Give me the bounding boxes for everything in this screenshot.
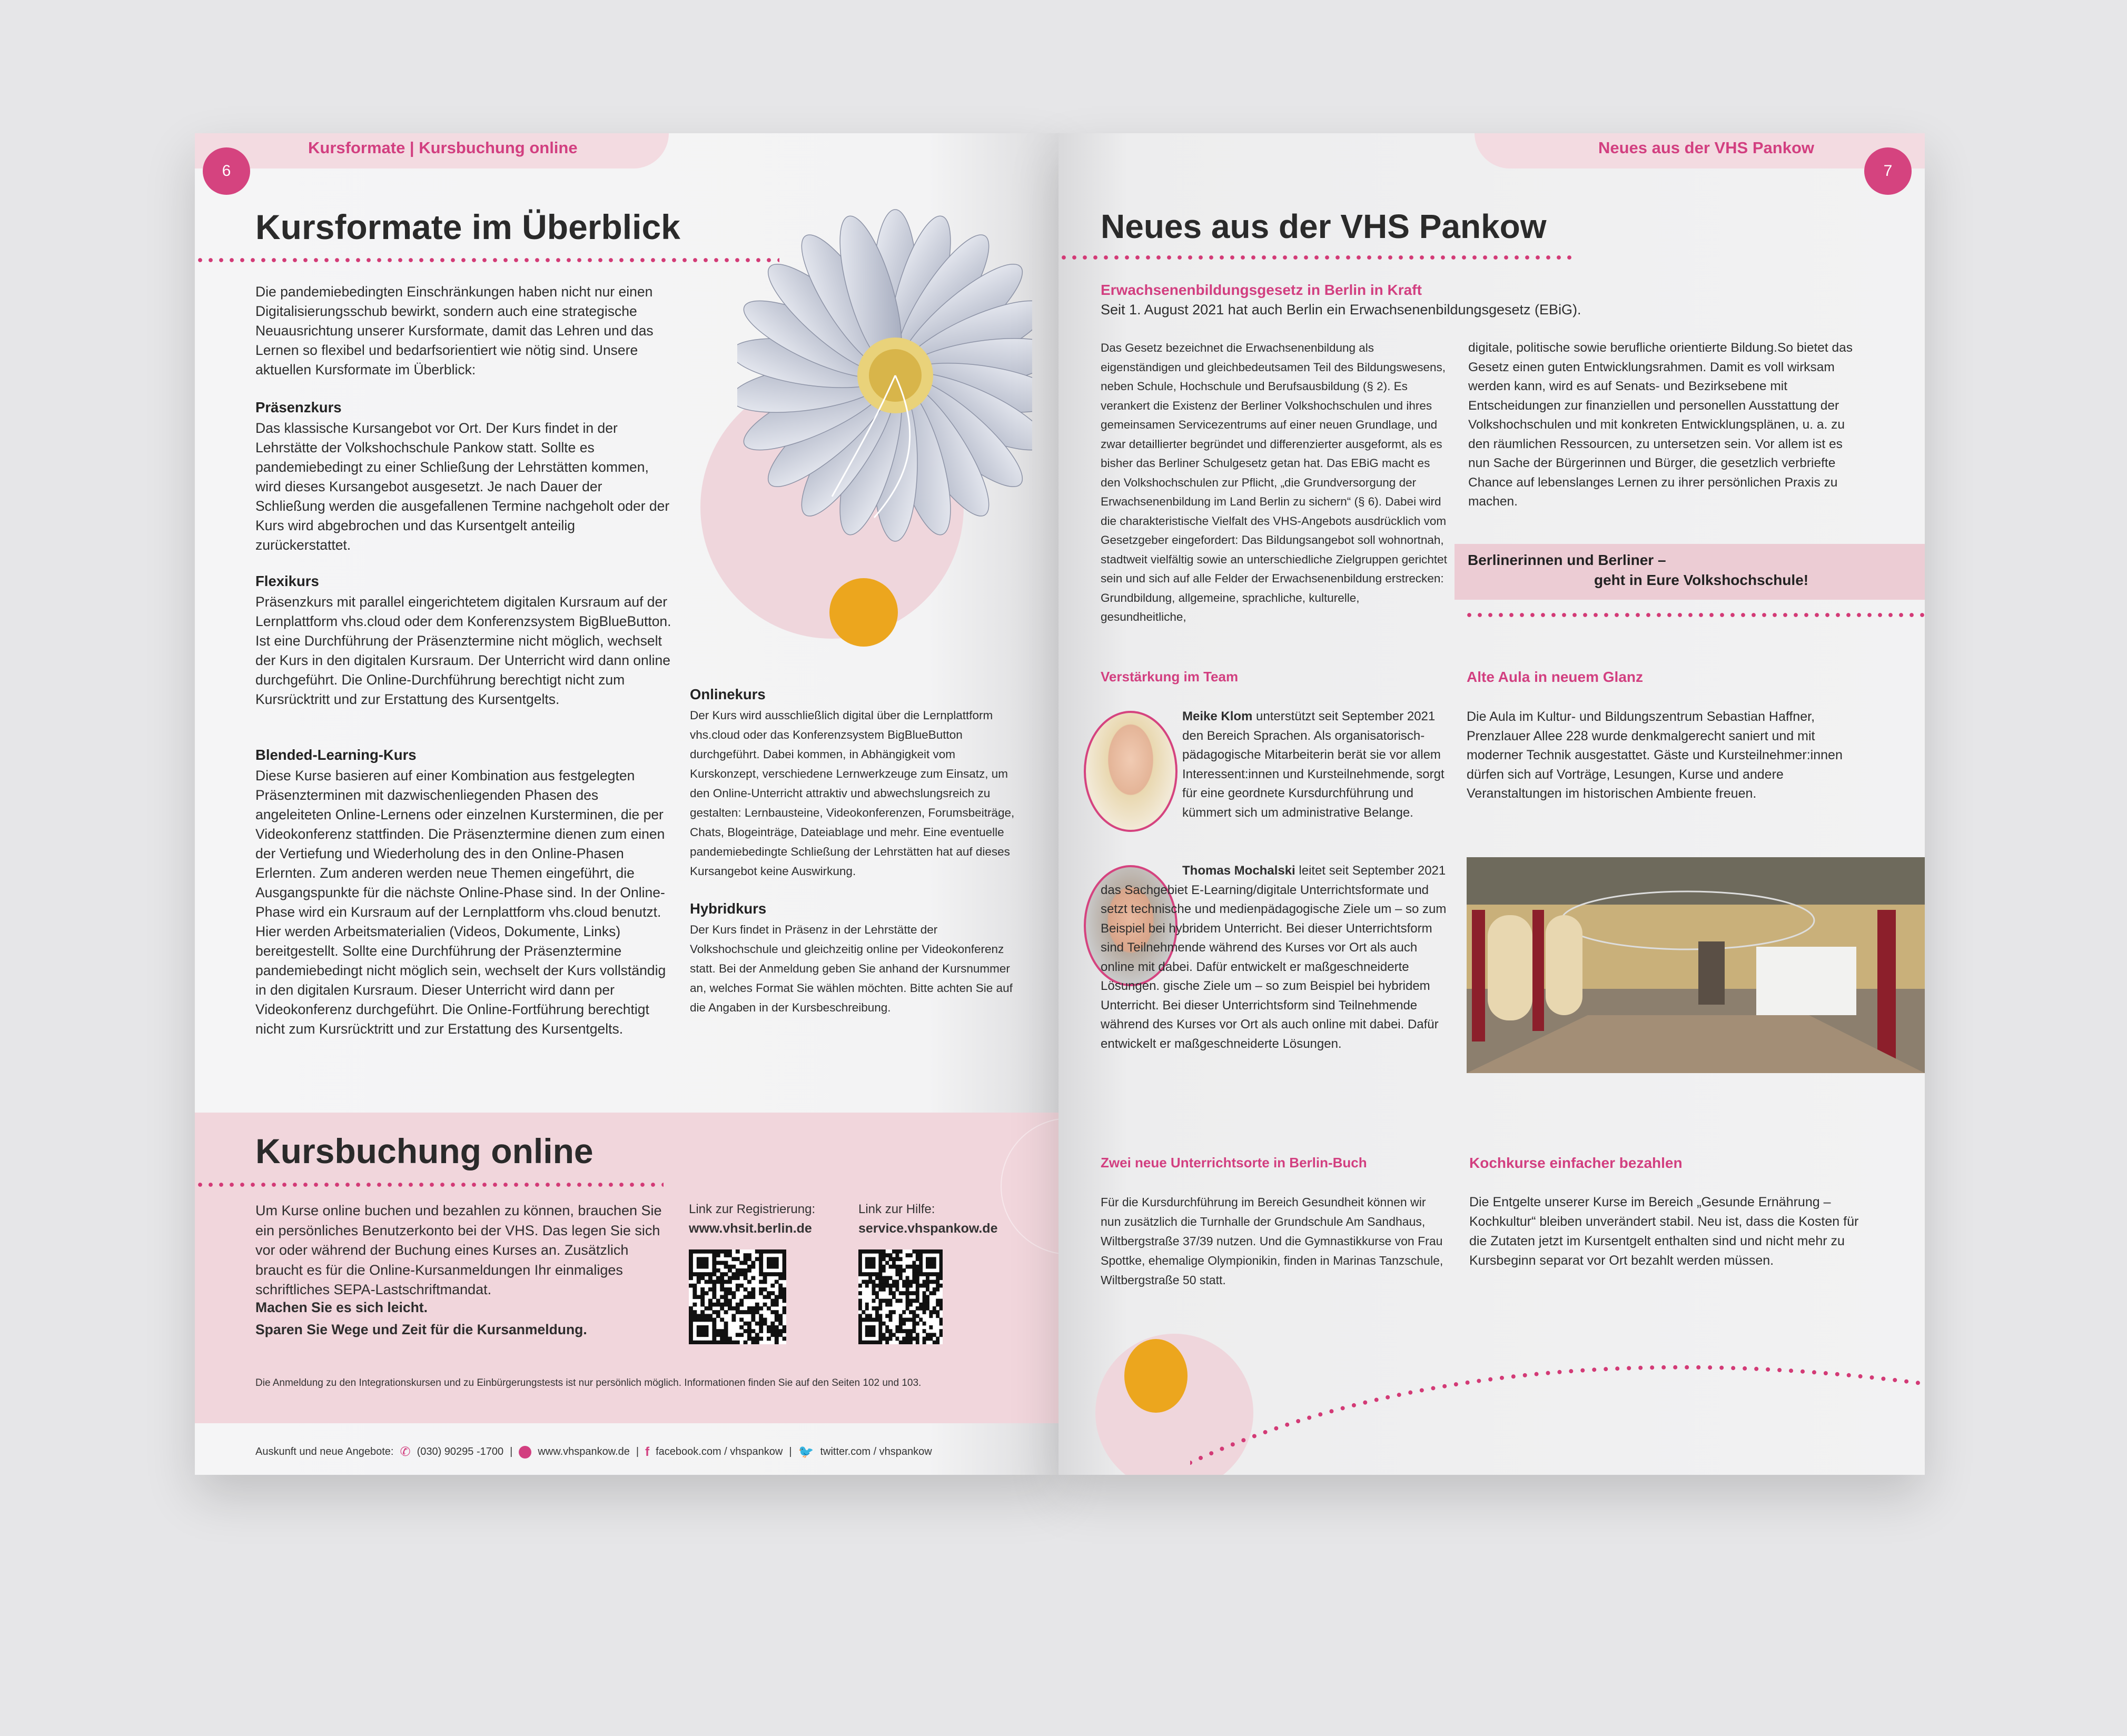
format-heading: Flexikurs <box>255 573 319 589</box>
aula-text: Die Aula im Kultur- und Bildungszentrum Sebastian Haffner, Prenzlauer Allee 228 wurde denkmalgerecht saniert und mit moderner Technik ausgestattet. Gäste und Kursteilnehmer:innen dürfen sich auf Vorträge, Lesungen, Kurse und andere Veranstaltungen im historischen Ambiente freuen. <box>1467 709 1843 801</box>
dotted-divider <box>195 258 779 262</box>
koch-text: Die Entgelte unserer Kurse im Bereich „Gesunde Ernährung – Kochkultur“ bleiben unverändert stabil. Neu ist, dass die Kosten für die Zutaten jetzt im Kursentgelt enthalten sind und nicht mehr zu Kursbeginn separat vor Ort bezahlt werden müssen. <box>1469 1195 1859 1268</box>
person-name: Meike Klom <box>1182 709 1253 723</box>
twitter-icon: 🐦 <box>798 1445 814 1459</box>
page-title-right: Neues aus der VHS Pankow <box>1101 207 1547 245</box>
footer-phone[interactable]: (030) 90295 -1700 <box>417 1446 504 1457</box>
web-icon <box>519 1446 531 1459</box>
dotted-divider <box>1464 613 1925 617</box>
avatar-meike-klom <box>1084 711 1178 832</box>
booking-section <box>195 1113 1058 1423</box>
dotted-divider <box>195 1183 664 1187</box>
format-heading: Hybridkurs <box>690 900 767 917</box>
separator: | <box>510 1446 513 1457</box>
person-bio: unterstützt seit September 2021 den Bereich Sprachen. Als organisatorisch-pädagogische Mitarbeiterin berät sie vor allem Interessent:innen und Kursteilnehmende, sorgt für eine geordnete Kursdurchführung und kümmert sich um administrative Belange. <box>1182 709 1445 820</box>
dotted-curve-decor <box>1190 1344 1925 1465</box>
footer-contact <box>255 1444 932 1460</box>
registration-qr-code[interactable] <box>689 1249 786 1344</box>
dotted-divider <box>1058 255 1575 260</box>
booking-bold-line: Sparen Sie Wege und Zeit für die Kursanmeldung. <box>255 1322 587 1337</box>
buch-heading: Zwei neue Unterrichtsorte in Berlin-Buch <box>1101 1155 1367 1170</box>
aula-heading: Alte Aula in neuem Glanz <box>1467 669 1644 685</box>
page-title-left: Kursformate im Überblick <box>255 207 680 246</box>
format-heading: Blended-Learning-Kurs <box>255 747 417 763</box>
format-text: Der Kurs wird ausschließlich digital über die Lernplattform vhs.cloud oder das Konferenzsystem BigBlueButton durchgeführt. Dabei kommen, in Abhängigkeit vom Kurskonzept, verschiedene Lernwerkzeuge zum Einsatz, um den Online-Unterricht attraktiv und abwechslungsreich zu gestalten: Lernbausteine, Videokonferenzen, Forumsbeiträge, Chats, Blogeinträge, Dateiablage und mehr. Eine eventuelle pandemiebedingte Schließung der Lehrstätten hat auf dieses Kursangebot keine Auswirkung. <box>690 709 1015 878</box>
buch-text: Für die Kursdurchführung im Bereich Gesundheit können wir nun zusätzlich die Turnhalle der Grundschule Am Sandhaus, Wiltbergstraße 37/39 nutzen. Und die Gymnastikkurse von Frau Spottke, ehemalige Olympionikin, finden in Marinas Tanzschule, Wiltbergstraße 50 statt. <box>1101 1195 1443 1287</box>
format-text: Diese Kurse basieren auf einer Kombination aus festgelegten Präsenzterminen mit dazwischenliegenden Phasen des angeleiteten Online-Lernens oder einzelnen Kursterminen, die per Videokonferenz stattfinden. Die Präsenztermine dienen zum einen der Vertiefung und Wiederholung des in den Online-Phasen Erlernten. Zum anderen werden neue Themen eingeführt, die Ausgangspunkte für die nächste Online-Phase sind. In der Online-Phase wird ein Kursraum auf der Lernplattform vhs.cloud benutzt. Hier werden Arbeitsmaterialien (Videos, Dokumente, Links) bereitgestellt. Sollte eine Durchführung der Präsenztermine pandemiebedingt nicht möglich sein, wechselt der Kurs vollständig in den digitalen Kursraum. Dieser Unterricht wird dann per Videokonferenz durchgeführt. Die Online-Fortführung berechtigt nicht zum Kursrücktritt und zur Erstattung des Kursentgelts. <box>255 768 666 1037</box>
team-text-1 <box>1182 707 1446 822</box>
registration-link[interactable]: www.vhsit.berlin.de <box>689 1221 812 1236</box>
koch-heading: Kochkurse einfacher bezahlen <box>1469 1155 1683 1171</box>
intro-text: Die pandemiebedingten Einschränkungen haben nicht nur einen Digitalisierungsschub bewirkt, sondern auch eine strategische Neuausrichtung unserer Kursformate, damit das Lehren und das Lernen so flexibel und bedarfsorientiert wie nötig sind. Unsere aktuellen Kursformate im Überblick: <box>255 284 654 378</box>
help-link[interactable]: service.vhspankow.de <box>858 1221 998 1236</box>
format-text: Präsenzkurs mit parallel eingerichtetem digitalen Kursraum auf der Lernplattform vhs.cloud oder dem Konferenzsystem BigBlueButton. Ist eine Durchführung der Präsenztermine nicht möglich, wechselt der Kurs in den digitalen Kursraum. Der Unterricht wird dann online durchgeführt. Die Online-Durchführung berechtigt nicht zum Kursrücktritt und zur Erstattung des Kursentgelts. <box>255 594 671 707</box>
team-text-2 <box>1101 861 1451 1054</box>
decor-ring <box>1001 1118 1058 1255</box>
page-number-left: 6 <box>203 147 250 195</box>
format-heading: Onlinekurs <box>690 686 766 702</box>
footer-web[interactable]: www.vhspankow.de <box>538 1446 630 1457</box>
daisy-flower-image <box>737 202 1032 560</box>
format-text: Das klassische Kursangebot vor Ort. Der Kurs findet in der Lehrstätte der Volkshochschule Pankow statt. Sollte es pandemiebedingt zu einer Schließung der Lehrstätten kommen, wird dieses Kursangebot ausgesetzt. Je nach Dauer der Schließung werden die ausgefallenen Termine nachgeholt oder der Kurs wird abgebrochen und das Kursentgelt anteilig zurückerstattet. <box>255 420 670 553</box>
format-heading: Präsenzkurs <box>255 399 342 415</box>
callout-box <box>1455 544 1925 600</box>
separator: | <box>789 1446 792 1457</box>
page-number-right: 7 <box>1864 147 1912 195</box>
header-tab-left: Kursformate | Kursbuchung online <box>195 133 669 168</box>
person-name: Thomas Mochalski <box>1182 864 1295 878</box>
person-bio: leitet seit September 2021 das Sachgebiet E-Learning/digitale Unterrichtsformate und setzt technische und medienpädagogische Ziele um – so zum Beispiel bei hybridem Unterricht. Bei dieser Unterrichtsform sind Teilnehmende während des Kurses vor Ort als auch online mit dabei. Dafür entwickelt er maßgeschneiderte Lösungen. gische Ziele um – so zum Beispiel bei hybridem Unterricht. Bei dieser Unterrichtsform sind Teilnehmende während des Kurses vor Ort als auch online mit dabei. Dafür entwickelt er maßgeschneiderte Lösungen. <box>1101 864 1447 1051</box>
left-page <box>195 133 1058 1475</box>
right-page <box>1058 133 1925 1475</box>
law-text-col1: Das Gesetz bezeichnet die Erwachsenenbildung als eigenständigen und gleichbedeutsamen Teil des Bildungswesens, neben Schule, Hochschule und Berufsausbildung (§ 2). Es verankert die Existenz der Berliner Volkshochschulen und ihres gemeinsamen Servicezentrums auf einer neuen Grundlage, und zwar detaillierter begründet und differenzierter ausgeformt, als es bisher das Berliner Schulgesetz getan hat. Das EBiG macht es den Volkshochschulen zur Pflicht, „die Grundversorgung der Erwachsenenbildung im Land Berlin zu sichern“ (§ 6). Dabei wird die charakteristische Vielfalt des VHS-Angebots ausdrücklich vom Gesetzgeber eingefordert: Das Bildungsangebot soll wohnortnah, stadtweit vielfältig sowie an unterschiedliche Zielgruppen gerichtet sein und sich auf alle Felder der Erwachsenenbildung erstrecken: Grundbildung, allgemeine, sprachliche, kulturelle, gesundheitliche, <box>1101 341 1447 623</box>
footer-facebook[interactable]: facebook.com / vhspankow <box>656 1446 783 1457</box>
booking-bold-line: Machen Sie es sich leicht. <box>255 1299 428 1315</box>
separator: | <box>636 1446 639 1457</box>
team-heading: Verstärkung im Team <box>1101 669 1239 685</box>
phone-icon: ✆ <box>400 1445 411 1459</box>
registration-label: Link zur Registrierung: <box>689 1202 816 1216</box>
facebook-icon: f <box>645 1444 650 1459</box>
help-qr-code[interactable] <box>858 1249 943 1344</box>
help-label: Link zur Hilfe: <box>858 1202 935 1216</box>
callout-line: geht in Eure Volkshochschule! <box>1594 572 1809 588</box>
footer-twitter[interactable]: twitter.com / vhspankow <box>820 1446 932 1457</box>
yellow-dot-decor <box>1124 1339 1188 1413</box>
booking-note: Die Anmeldung zu den Integrationskursen und zu Einbürgerungstests ist nur persönlich möglich. Informationen finden Sie auf den Seiten 102 und 103. <box>255 1377 922 1388</box>
footer-label: Auskunft und neue Angebote: <box>255 1446 394 1457</box>
law-lead: Seit 1. August 2021 hat auch Berlin ein Erwachsenenbildungsgesetz (EBiG). <box>1101 302 1581 318</box>
booking-title: Kursbuchung online <box>255 1132 593 1170</box>
yellow-dot-decor <box>829 578 898 647</box>
aula-hall-photo <box>1467 857 1925 1073</box>
law-text-col2: digitale, politische sowie berufliche orientierte Bildung.So bietet das Gesetz einen guten Entwicklungsrahmen. Damit es voll wirksam werden kann, wird es auf Senats- und Bezirksebene mit Entscheidungen zur finanziellen und personellen Ausstattung der Volkshochschulen und mit konkreten Entwicklungsplänen, u. a. zu den räumlichen Ressourcen, zu untersetzen sein. Vor allem ist es nun Sache der Bürgerinnen und Bürger, die gesetzlich verbriefte Chance auf lebenslanges Lernen zu ihrer persönlichen Praxis zu machen. <box>1468 341 1853 509</box>
law-heading: Erwachsenenbildungsgesetz in Berlin in Kraft <box>1101 282 1422 298</box>
booking-text: Um Kurse online buchen und bezahlen zu können, brauchen Sie ein persönliches Benutzerkonto bei der VHS. Das legen Sie sich vor oder während der Buchung eines Kurses an. Zusätzlich braucht es für die Online-Kursanmeldungen Ihr einmaliges schriftliches SEPA-Lastschriftmandat. <box>255 1203 662 1297</box>
format-text: Der Kurs findet in Präsenz in der Lehrstätte der Volkshochschule und gleichzeitig online per Videokonferenz statt. Bei der Anmeldung geben Sie anhand der Kursnummer an, welches Format Sie wählen möchten. Bitte achten Sie auf die Angaben in der Kursbeschreibung. <box>690 923 1013 1014</box>
header-tab-right: Neues aus der VHS Pankow <box>1475 133 1925 168</box>
callout-line: Berlinerinnen und Berliner – <box>1468 552 1666 568</box>
